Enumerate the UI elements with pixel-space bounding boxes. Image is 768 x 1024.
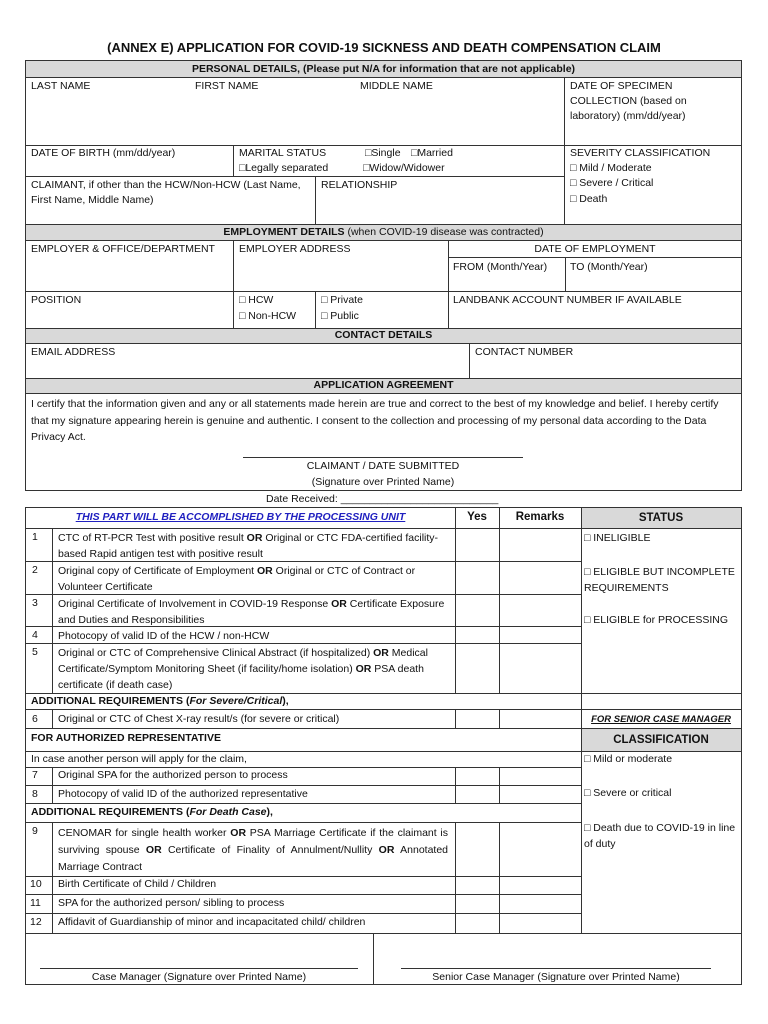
middle-name-label: MIDDLE NAME [360,80,433,92]
row-number-7: 7 [32,769,38,781]
marital-separated-option[interactable]: □Legally separated [239,162,329,174]
in-case-label: In case another person will apply for the claim, [31,753,247,765]
claimant-signature-line[interactable] [243,457,523,458]
additional-death-header: ADDITIONAL REQUIREMENTS (For Death Case), [31,806,273,818]
marital-married-option[interactable]: □Married [411,147,453,159]
authorized-header: FOR AUTHORIZED REPRESENTATIVE [31,732,221,744]
from-label: FROM (Month/Year) [453,261,548,273]
severity-death-option[interactable]: □ Death [570,193,608,205]
form-title: (ANNEX E) APPLICATION FOR COVID-19 SICKNESS AND DEATH COMPENSATION CLAIM [107,40,661,55]
severity-label: SEVERITY CLASSIFICATION [570,147,711,159]
row-number-12: 12 [30,916,42,928]
row-number-5: 5 [32,646,38,658]
row-number-1: 1 [32,531,38,543]
agreement-text: I certify that the information given and any or all statements made herein are true and correct to the best of my knowledge and belief. I hereby certify that my signature appearing herein is genuine and authentic. I consent to the collection and processing of my personal data according to the Data Privacy Act. [31,398,719,443]
requirement-row-5: Original or CTC of Comprehensive Clinical Abstract (if hospitalized) OR Medical Certificate/Symptom Monitoring Sheet (if facility/home isolation) OR PSA death certificate (if death case) [58,647,428,691]
requirement-row-12: Affidavit of Guardianship of minor and incapacitated child/ children [58,916,366,928]
requirement-row-3: Original Certificate of Involvement in COVID-19 Response OR Certificate Exposure and Duties and Responsibilities [58,598,445,626]
claimant-label: CLAIMANT, if other than the HCW/Non-HCW (Last Name, First Name, Middle Name) [31,179,301,206]
requirement-row-4: Photocopy of valid ID of the HCW / non-HCW [58,630,270,642]
date-received-label: Date Received: ___________________________ [266,493,499,505]
requirement-row-2: Original copy of Certificate of Employment OR Original or CTC of Contract or Volunteer Certificate [58,565,416,593]
row-number-9: 9 [32,825,38,837]
private-option[interactable]: □ Private [321,294,363,306]
requirement-row-10: Birth Certificate of Child / Children [58,878,217,890]
dob-label: DATE OF BIRTH (mm/dd/year) [31,147,176,159]
requirement-row-1: CTC of RT-PCR Test with positive result OR Original or CTC FDA-certified facility-based Rapid antigen test with positive result [58,532,439,560]
row-number-8: 8 [32,788,38,800]
requirement-row-11: SPA for the authorized person/ sibling to process [58,897,285,909]
email-label: EMAIL ADDRESS [31,346,116,358]
public-option[interactable]: □ Public [321,310,359,322]
relationship-label: RELATIONSHIP [321,179,398,191]
severity-mild-option[interactable]: □ Mild / Moderate [570,162,652,174]
remarks-column-header: Remarks [515,511,565,523]
case-manager-signature-line[interactable] [40,968,358,969]
last-name-label: LAST NAME [31,80,91,92]
yes-column-header: Yes [467,511,487,523]
requirement-row-7: Original SPA for the authorized person to process [58,769,288,781]
row-number-4: 4 [32,629,38,641]
requirement-row-6: Original or CTC of Chest X-ray result/s (for severe or critical) [58,713,340,725]
marital-widow-option[interactable]: □Widow/Widower [363,162,445,174]
signature-label: (Signature over Printed Name) [311,476,455,488]
landbank-label: LANDBANK ACCOUNT NUMBER IF AVAILABLE [453,294,682,306]
additional-severe-header: ADDITIONAL REQUIREMENTS (For Severe/Critical), [31,695,289,707]
status-incomplete-option[interactable]: □ ELIGIBLE BUT INCOMPLETE REQUIREMENTS [584,566,735,594]
row-number-10: 10 [30,878,42,890]
requirement-row-9: CENOMAR for single health worker OR PSA Marriage Certificate if the claimant is surviving spouse OR Certificate of Finality of Annulment/Nullity OR Annotated Marriage Contract [58,827,449,873]
first-name-label: FIRST NAME [195,80,259,92]
severity-severe-option[interactable]: □ Severe / Critical [570,177,654,189]
specimen-date-label: DATE OF SPECIMEN COLLECTION (based on laboratory) (mm/dd/year) [570,80,687,122]
row-number-3: 3 [32,597,38,609]
contact-number-label: CONTACT NUMBER [475,346,574,358]
hcw-option[interactable]: □ HCW [239,294,274,306]
row-number-11: 11 [30,897,41,909]
senior-case-manager-label: FOR SENIOR CASE MANAGER [591,714,731,725]
claimant-date-label: CLAIMANT / DATE SUBMITTED [306,460,460,472]
class-death-option[interactable]: □ Death due to COVID-19 in line of duty [584,822,736,850]
personal-details-header: PERSONAL DETAILS, (Please put N/A for information that are not applicable) [191,63,576,75]
row-number-6: 6 [32,713,38,725]
employment-header: EMPLOYMENT DETAILS (when COVID-19 disease was contracted) [223,226,544,238]
case-manager-label: Case Manager (Signature over Printed Name) [91,971,307,983]
class-severe-option[interactable]: □ Severe or critical [584,787,672,799]
status-ineligible-option[interactable]: □ INELIGIBLE [584,532,651,544]
marital-status-label: MARITAL STATUS [239,147,327,159]
processing-header: THIS PART WILL BE ACCOMPLISHED BY THE PROCESSING UNIT [75,511,406,523]
status-processing-option[interactable]: □ ELIGIBLE for PROCESSING [584,614,729,626]
requirement-row-8: Photocopy of valid ID of the authorized representative [58,788,308,800]
contact-header: CONTACT DETAILS [334,329,433,341]
marital-single-option[interactable]: □Single [365,147,401,159]
employer-label: EMPLOYER & OFFICE/DEPARTMENT [31,243,215,255]
row-number-2: 2 [32,564,38,576]
date-employment-label: DATE OF EMPLOYMENT [534,243,656,255]
to-label: TO (Month/Year) [570,261,648,273]
classification-header: CLASSIFICATION [613,734,709,746]
position-label: POSITION [31,294,82,306]
status-column-header: STATUS [638,512,684,524]
agreement-header: APPLICATION AGREEMENT [313,379,454,391]
employer-address-label: EMPLOYER ADDRESS [239,243,351,255]
non-hcw-option[interactable]: □ Non-HCW [239,310,297,322]
class-mild-option[interactable]: □ Mild or moderate [584,753,673,765]
senior-case-manager-signature-line[interactable] [401,968,711,969]
senior-case-manager-label: Senior Case Manager (Signature over Printed Name) [432,971,680,983]
